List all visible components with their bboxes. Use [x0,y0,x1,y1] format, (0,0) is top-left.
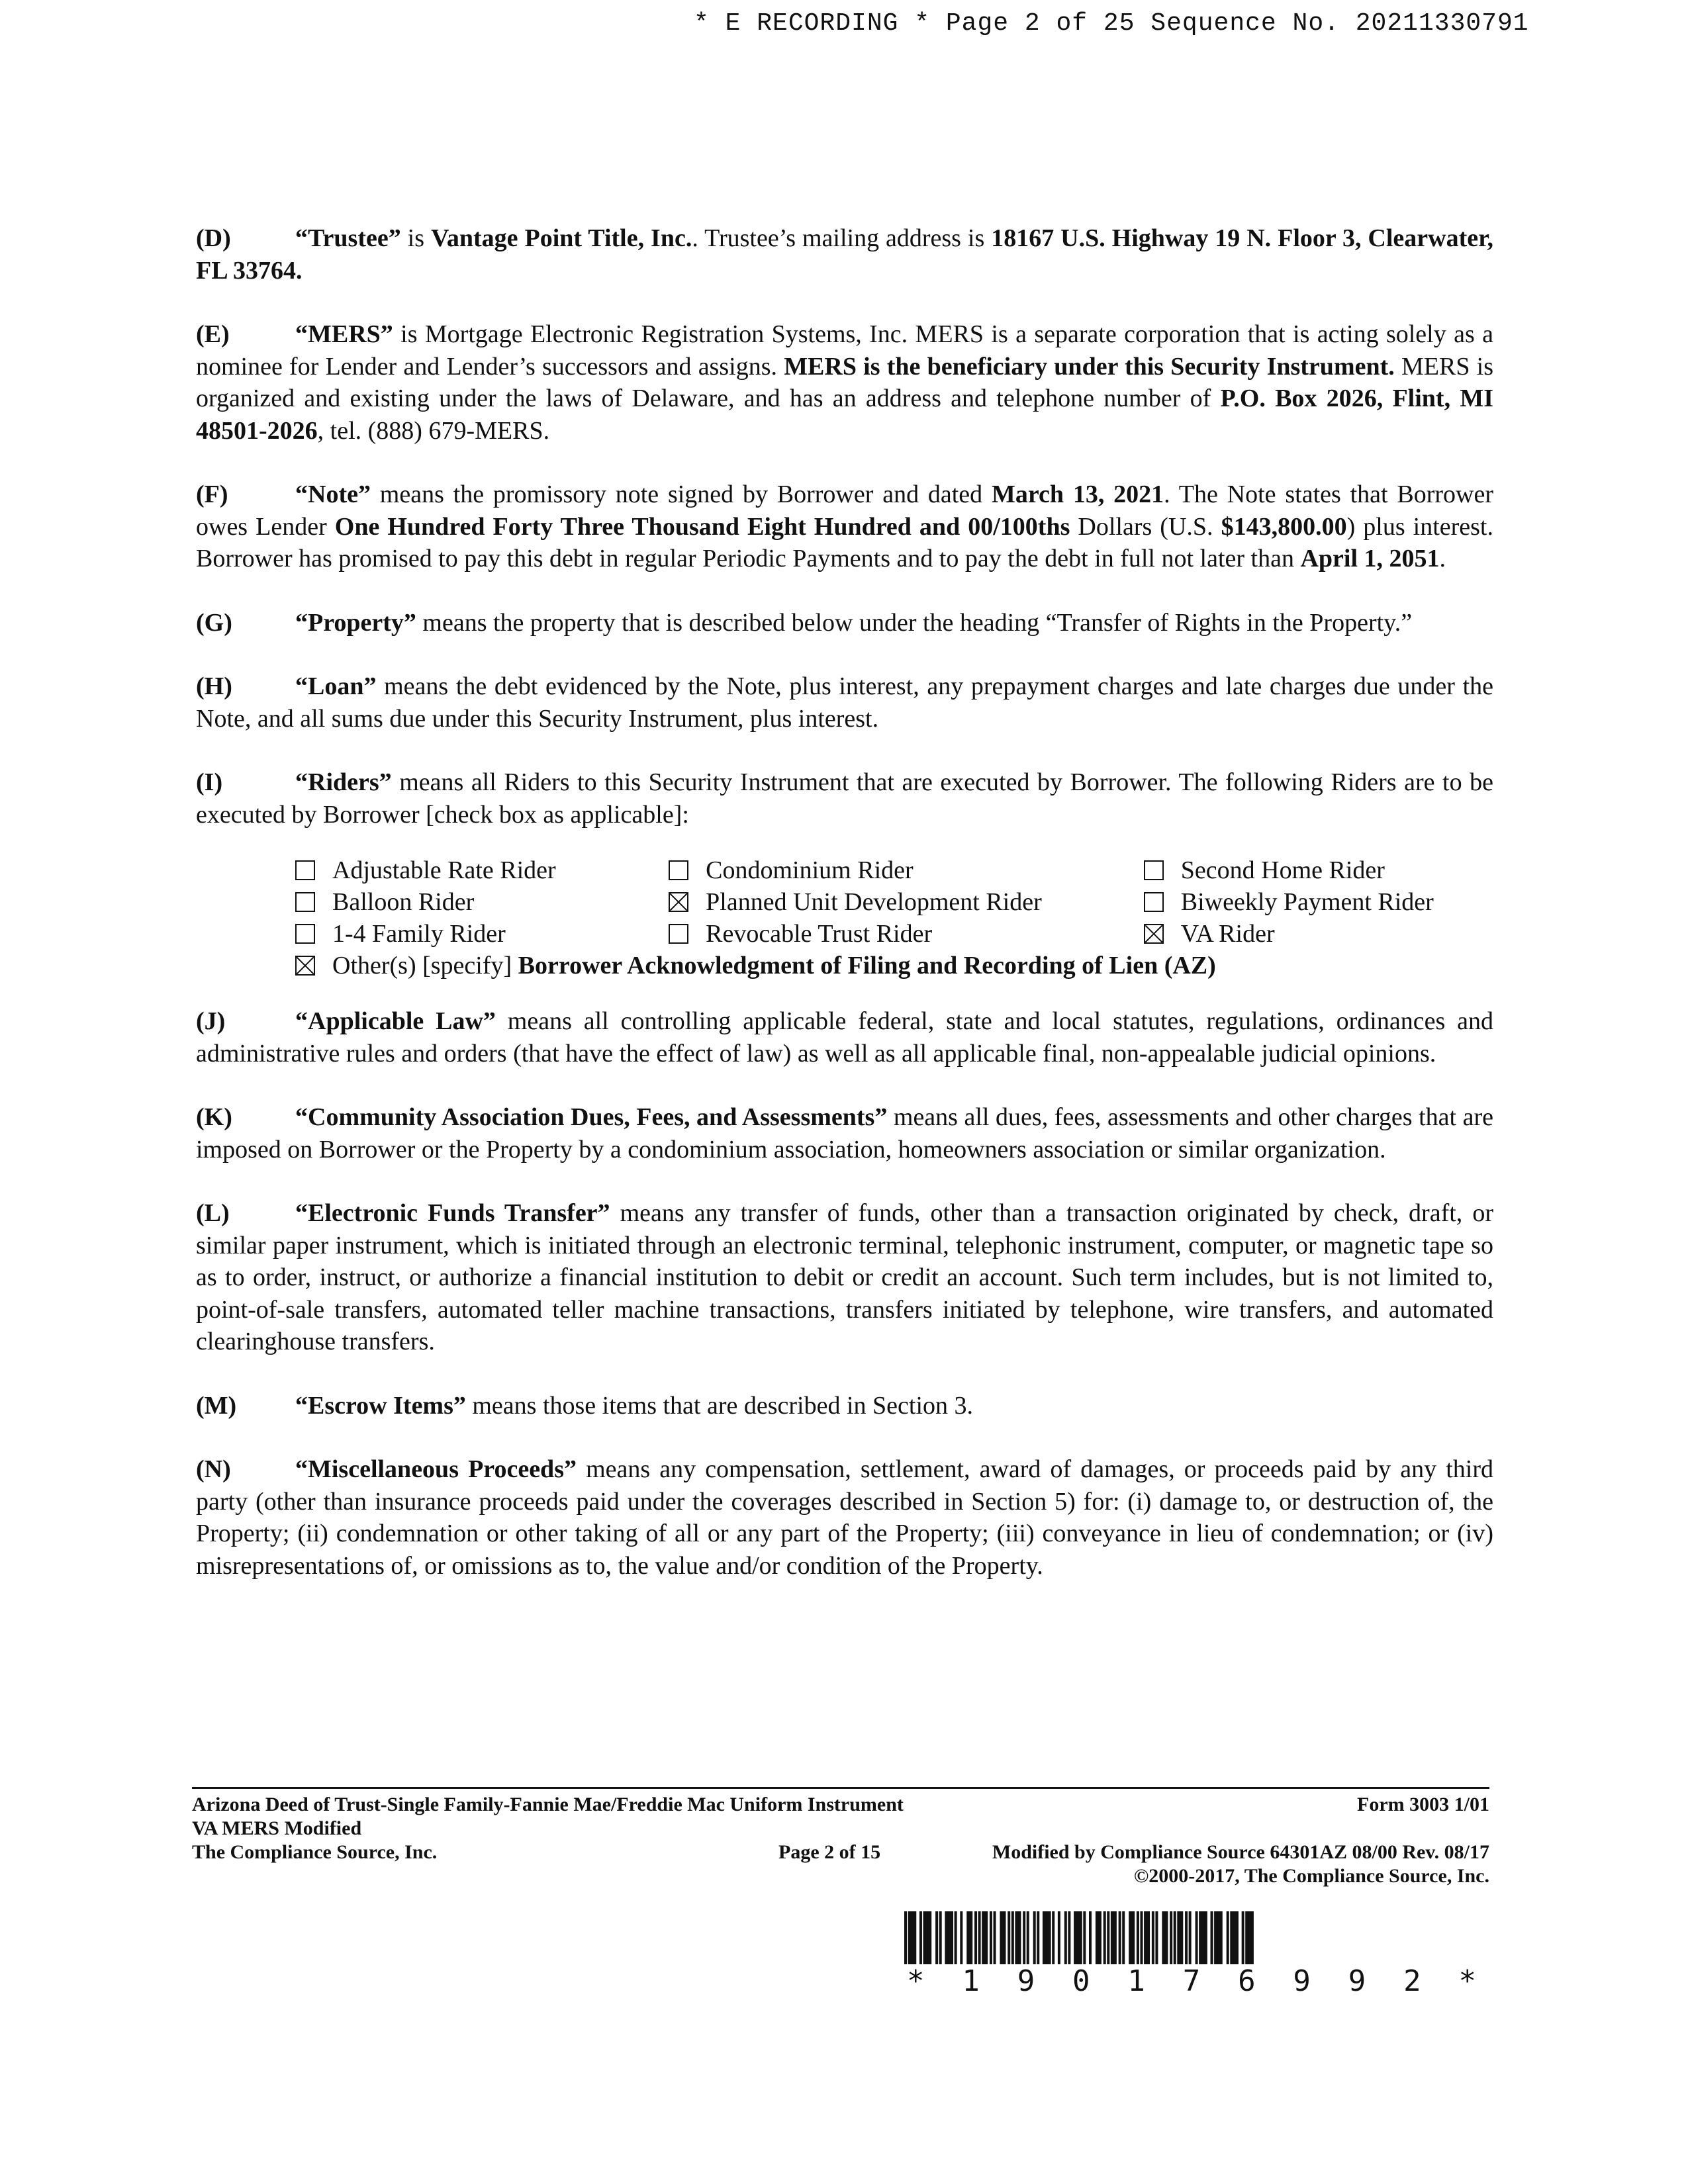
riders-checklist [295,854,1500,981]
text: means the debt evidenced by the Note, plus interest, any prepayment charges and late charges due under the Note, and all sums due under this Security Instrument, plus interest. [196,672,1493,733]
barcode-bar [1185,1911,1188,1964]
form-title: Arizona Deed of Trust-Single Family-Fannie Mae/Freddie Mac Uniform Instrument [192,1794,904,1815]
section-label: (N) [196,1455,231,1483]
section-l [196,1197,1493,1358]
section-label: (J) [196,1007,226,1035]
second-home-checkbox[interactable] [1144,860,1164,880]
barcode-bar [1245,1911,1251,1964]
barcode-bar [974,1911,977,1964]
barcode-digit: 9 [1293,1964,1311,1998]
rider-label: 1-4 Family Rider [332,919,506,948]
barcode-bar [1080,1911,1082,1964]
section-f [196,478,1493,575]
text: is Mortgage Electronic Registration Systems, Inc. MERS is a separate corporation that is acting solely as a nominee for Lender and Lender’s successors and assigns. [196,320,1493,381]
barcode-bar [1000,1911,1006,1964]
trustee-name: Vantage Point Title, Inc. [430,224,692,252]
text: means all dues, fees, assessments and other charges that are imposed on Borrower or the Property by a condominium association, homeowners association or similar organization. [196,1103,1493,1163]
text: means the promissory note signed by Borrower and dated [370,480,992,508]
barcode-bar [951,1911,953,1964]
rider-label: Planned Unit Development Rider [706,887,1042,916]
barcode-bar [1227,1911,1229,1964]
text: means all controlling applicable federal, state and local statutes, regulations, ordinances and administrative rules and orders (that have the effect of law) as well as all applicable final, non-appealable judicial opinions. [196,1007,1493,1068]
barcode-bar [1043,1911,1049,1964]
barcode-digit: 9 [1017,1964,1035,1998]
maturity-date: April 1, 2051 [1300,545,1440,572]
section-n [196,1453,1493,1582]
term: “Applicable Law” [295,1007,496,1035]
section-e [196,318,1493,447]
copyright: ©2000-2017, The Compliance Source, Inc. [1133,1865,1489,1887]
barcode-bar [1111,1911,1117,1964]
barcode-bar [1058,1911,1060,1964]
rider-label: Balloon Rider [332,887,475,916]
text: . [1439,545,1446,572]
text: Dollars (U.S. [1070,512,1221,541]
barcode-bar [1174,1911,1176,1964]
text: MERS is organized and existing under the laws of Delaware, and has an address and telephone number of [196,352,1494,412]
barcode-bar [982,1911,988,1964]
barcode-digit: 9 [1348,1964,1366,1998]
barcode-bar [1196,1911,1198,1964]
form-footer [192,1787,1489,1888]
barcode-bar [1162,1911,1168,1964]
form-number: Form 3003 1/01 [1357,1794,1489,1815]
barcode-digit: 1 [962,1964,980,1998]
barcode-bar [1144,1911,1150,1964]
barcode-bar [1033,1911,1036,1964]
barcode-bar [966,1911,972,1964]
section-label: (M) [196,1391,237,1420]
other-rider-value: Borrower Acknowledgment of Filing and Recording of Lien (AZ) [518,951,1216,979]
term: “Riders” [295,768,392,796]
barcode-bar [1107,1911,1109,1964]
rider-label: Second Home Rider [1180,856,1385,884]
section-g [196,607,1493,639]
barcode-bar [1152,1911,1154,1964]
barcode-bar [1141,1911,1143,1964]
barcode-bar [1199,1911,1205,1964]
rider-label: Biweekly Payment Rider [1180,887,1434,916]
barcode-bar [1119,1911,1121,1964]
term: “Electronic Funds Transfer” [295,1199,610,1227]
section-label: (G) [196,608,232,637]
rider-label: Condominium Rider [706,856,914,884]
form-variant: VA MERS Modified [192,1817,362,1839]
section-label: (E) [196,320,230,348]
barcode-bar [990,1911,992,1964]
section-h [196,670,1493,735]
term: “Trustee” [295,224,401,252]
balloon-checkbox[interactable] [295,892,315,912]
revocable-trust-checkbox[interactable] [669,924,688,944]
barcode-bar [960,1911,962,1964]
barcode-bar [1129,1911,1135,1964]
barcode-bar [1049,1911,1051,1964]
text: . The Note states that Borrower owes Lender [196,480,1494,541]
barcode-bar [1122,1911,1125,1964]
section-m [196,1390,1493,1422]
term: “Escrow Items” [295,1391,466,1420]
barcode-bar [994,1911,996,1964]
barcode [900,1911,1489,1998]
term: “Loan” [295,672,377,700]
barcode-bar [1052,1911,1055,1964]
pud-checkbox-checked[interactable] [669,892,688,912]
rider-label: Revocable Trust Rider [706,919,933,948]
section-i [196,766,1493,831]
page-number: Page 2 of 15 [778,1841,881,1863]
barcode-bar [1137,1911,1139,1964]
family-checkbox[interactable] [295,924,315,944]
barcode-bar [1220,1911,1223,1964]
adjustable-rate-checkbox[interactable] [295,860,315,880]
barcode-bar [908,1911,914,1964]
barcode-bar [1211,1911,1213,1964]
section-label: (K) [196,1103,232,1131]
barcode-bar [1236,1911,1239,1964]
barcode-digit: 1 [1127,1964,1145,1998]
text: is [400,224,431,252]
condominium-checkbox[interactable] [669,860,688,880]
barcode-digit: 0 [1072,1964,1090,1998]
loan-amount: $143,800.00 [1221,512,1347,541]
section-d [196,222,1493,287]
barcode-bar [939,1911,942,1964]
rider-label: VA Rider [1180,919,1275,948]
rider-label: Adjustable Rate Rider [332,856,556,884]
barcode-bar [1251,1911,1254,1964]
text-bold: MERS is the beneficiary under this Security Instrument. [784,352,1395,381]
barcode-bar [1177,1911,1183,1964]
barcode-bar [1230,1911,1236,1964]
barcode-bar [1170,1911,1172,1964]
barcode-bar [1023,1911,1025,1964]
text: means the property that is described below under the heading “Transfer of Rights in the Property.” [416,608,1413,637]
barcode-bar [1027,1911,1029,1964]
term: “Note” [295,480,371,508]
document-body [196,222,1493,1614]
term: “MERS” [295,320,393,348]
text: means all Riders to this Security Instrument that are executed by Borrower. The following Riders are to be executed by Borrower [check box as applicable]: [196,768,1493,829]
text: . Trustee’s mailing address is [692,224,992,252]
barcode-bar [935,1911,938,1964]
section-label: (F) [196,480,228,508]
mers-address: P.O. Box 2026, Flint, MI 48501-2026 [196,385,1493,445]
barcode-bar [923,1911,929,1964]
text: means any compensation, settlement, award of damages, or proceeds paid by any third party (other than insurance proceeds paid under the coverages described in Section 5) for: (i) damage to, or destruction of, the Property; (ii) condemnation or other taking of all or any part of the Property; (iii) conveyance in lieu of condemnation; or (iv) misrepresentations of, or omissions as to, the value and/or condition of the Property. [196,1455,1493,1580]
barcode-bar [978,1911,981,1964]
section-label: (L) [196,1199,230,1227]
barcode-bar [1068,1911,1070,1964]
loan-amount-words: One Hundred Forty Three Thousand Eight Hundred and 00/100ths [334,512,1070,541]
barcode-bar [1089,1911,1092,1964]
barcode-bar [1011,1911,1014,1964]
barcode-bar [1015,1911,1021,1964]
section-label: (I) [196,768,223,796]
publisher: The Compliance Source, Inc. [192,1841,438,1863]
trustee-address: 18167 U.S. Highway 19 N. Floor 3, Clearwater, FL 33764. [196,224,1494,285]
barcode-bar [1064,1911,1067,1964]
barcode-number [907,1964,1476,1998]
barcode-digit: * [907,1964,925,1998]
section-j [196,1005,1493,1069]
barcode-bar [1037,1911,1039,1964]
barcode-bar [1155,1911,1158,1964]
term: “Community Association Dues, Fees, and Assessments” [295,1103,888,1131]
barcode-bar [914,1911,916,1964]
barcode-bar [1242,1911,1244,1964]
barcode-digit: 2 [1403,1964,1421,1998]
note-date: March 13, 2021 [992,480,1164,508]
barcode-bar [1189,1911,1192,1964]
barcode-bar [1205,1911,1207,1964]
va-checkbox-checked[interactable] [1144,924,1164,944]
text: means those items that are described in Section 3. [465,1391,973,1420]
other-checkbox-checked[interactable] [295,956,315,976]
recording-stamp: * E RECORDING * Page 2 of 25 Sequence No. 20211330791 [694,9,1529,38]
barcode-digit: 6 [1238,1964,1256,1998]
barcode-bar [1214,1911,1220,1964]
term: “Miscellaneous Proceeds” [295,1455,577,1483]
barcode-bar [1008,1911,1010,1964]
barcode-bar [919,1911,922,1964]
barcode-bar [1074,1911,1080,1964]
term: “Property” [295,608,416,637]
barcode-bar [1096,1911,1102,1964]
barcode-bar [929,1911,931,1964]
rider-label: Other(s) [specify] [332,951,518,979]
barcode-digit: 7 [1182,1964,1201,1998]
section-label: (H) [196,672,232,700]
barcode-bar [1083,1911,1086,1964]
barcode-digit: * [1458,1964,1476,1998]
text: means any transfer of funds, other than a transaction originated by check, draft, or similar paper instrument, which is initiated through an electronic terminal, telephonic instrument, computer, or magnetic tape so as to order, instruct, or authorize a financial institution to debit or credit an account. Such term includes, but is not limited to, point-of-sale transfers, automated teller machine transactions, transfers initiated by telephone, wire transfers, and automated clearinghouse transfers. [196,1199,1493,1355]
barcode-bar [955,1911,957,1964]
section-k [196,1101,1493,1165]
barcode-bars [900,1911,1483,1964]
revision: Modified by Compliance Source 64301AZ 08/00 Rev. 08/17 [992,1841,1489,1863]
barcode-bar [904,1911,907,1964]
biweekly-checkbox[interactable] [1144,892,1164,912]
barcode-bar [945,1911,951,1964]
barcode-bar [1103,1911,1106,1964]
section-label: (D) [196,224,231,252]
text: , tel. (888) 679-MERS. [317,416,550,445]
text: ) plus interest. Borrower has promised to pay this debt in regular Periodic Payments and to pay the debt in full not later than [196,512,1493,572]
